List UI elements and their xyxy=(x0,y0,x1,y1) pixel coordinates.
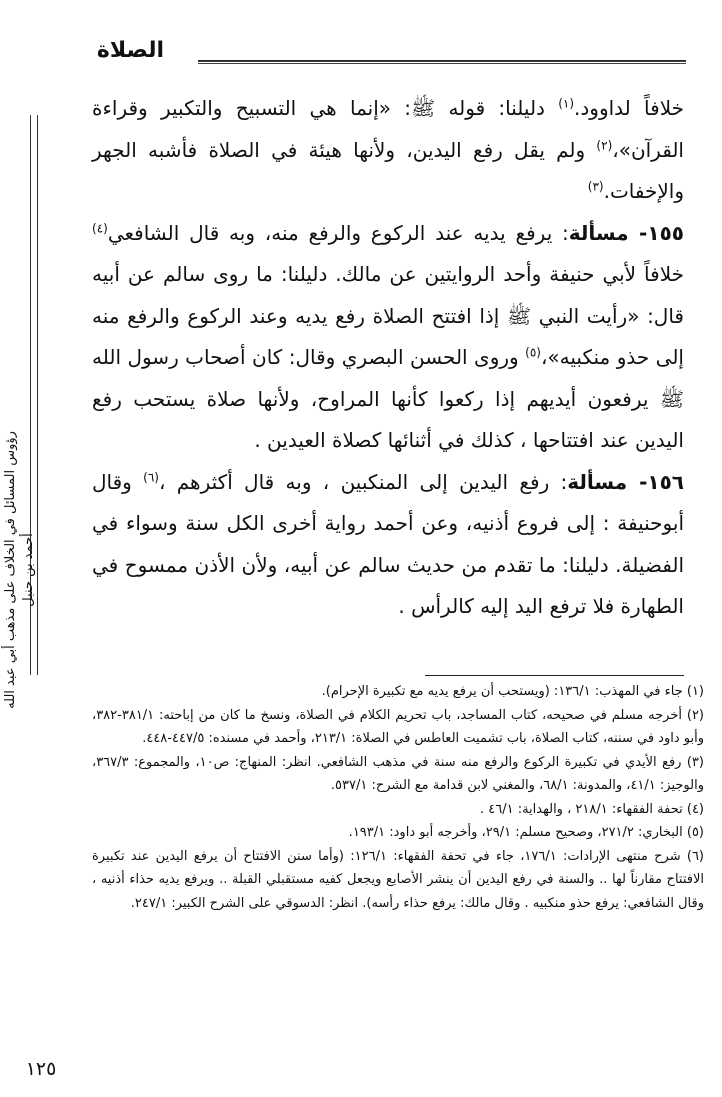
footnote-ref: (١) xyxy=(558,96,575,111)
issue-heading: ١٥٦- مسألة xyxy=(567,469,685,494)
header-rule xyxy=(198,60,686,64)
text-run: دليلنا: قوله ﷺ: «إنما هي التسبيح والتكبير وقراءة القرآن»، xyxy=(92,96,684,162)
paragraph xyxy=(92,213,684,462)
side-running-title xyxy=(2,425,62,715)
footnote: (١) جاء في المهذب: ١٣٦/١: (ويستحب أن يرفع يديه مع تكبيرة الإحرام). xyxy=(321,684,704,699)
text-run: : رفع اليدين إلى المنكبين ، وبه قال أكثرهم ، xyxy=(158,469,568,494)
footnote-ref: (٥) xyxy=(525,345,541,360)
page-header-title: الصلاة xyxy=(96,38,164,63)
page-number: ١٢٥ xyxy=(25,1058,57,1080)
footnotes xyxy=(92,680,704,915)
side-running-text: رؤوس المسائل في الخلاف على مذهب أبي عبد الله أحمد بن حنبل xyxy=(3,431,36,709)
text-run: وقال أبوحنيفة : إلى فروع أذنيه، وعن أحمد رواية أخرى الكل سنة وسواء في الفضيلة. دليلنا: ما تقدم من حديث سالم عن أبيه، ولأن الأذن ممسوح في الطهارة فلا ترفع اليد إليه كالرأس . xyxy=(92,469,684,618)
footnote-rule xyxy=(425,675,684,676)
footnote-ref: (٦) xyxy=(143,469,159,484)
paragraph xyxy=(92,88,684,213)
footnote: (٤) تحفة الفقهاء: ٢١٨/١ ، والهداية: ٤٦/١ . xyxy=(479,801,704,817)
text-run: : يرفع يديه عند الركوع والرفع منه، وبه قال الشافعي xyxy=(107,220,569,245)
main-text xyxy=(92,88,684,628)
footnote-ref: (٣) xyxy=(587,179,604,194)
text-run: خلافاً لأبي حنيفة وأحد الروايتين عن مالك. دليلنا: ما روى سالم عن أبيه قال: «رأيت النبي ﷺ إذا افتتح الصلاة رفع يديه وعند الركوع والرفع منه إلى حذو منكبيه»، xyxy=(92,262,684,369)
paragraph xyxy=(92,462,684,628)
footnote: (٦) شرح منتهى الإرادات: ١٧٦/١، جاء في تحفة الفقهاء: ١٢٦/١: (وأما سنن الافتتاح أن يرفع اليدين عند تكبيرة الافتتاح مقارناً لها .. والسنة في رفع اليدين أن ينشر الأصابع ويجعل كفيه مستقبلي القبلة .. ويرفع يديه حذاء أذنيه ، وقال الشافعي: يرفع حذو منكبيه . وقال مالك: يرفع حذاء رأسه). انظر: الدسوقي على الشرح الكبير: ٢٤٧/١. xyxy=(92,848,704,911)
text-run: خلافاً لداوود. xyxy=(574,96,684,120)
footnote: (٢) أخرجه مسلم في صحيحه، كتاب المساجد، باب تحريم الكلام في الصلاة، ونسخ ما كان من إباحته: ٣٨١/١-٣٨٢، وأبو داود في سننه، كتاب الصلاة، باب تشميت العاطس في الصلاة: ٢١٣/١، وأحمد في مسنده: ٤٤٧/٥-٤٤٨. xyxy=(92,707,704,746)
text-run: وروى الحسن البصري وقال: كان أصحاب رسول الله ﷺ يرفعون أيديهم إذا ركعوا كأنها المراوح، ولأنها صلاة يستحب رفع اليدين عند افتتاحها ، كذلك في أثنائها كصلاة العيدين . xyxy=(92,345,684,452)
footnote-ref: (٢) xyxy=(596,137,613,152)
text-run: ولم يقل رفع اليدين، ولأنها هيئة في الصلاة فأشبه الجهر والإخفات. xyxy=(92,137,684,203)
issue-heading: ١٥٥- مسألة xyxy=(568,220,684,245)
footnote-ref: (٤) xyxy=(92,220,108,235)
footnote: (٥) البخاري: ٢٧١/٢، وصحيح مسلم: ٢٩/١، وأخرجه أبو داود: ١٩٣/١. xyxy=(348,825,704,840)
footnote: (٣) رفع الأيدي في تكبيرة الركوع والرفع منه سنة في مذهب الشافعي. انظر: المنهاج: ص١٠، والمجموع: ٣٦٧/٣، والوجيز: ٤١/١، والمدونة: ٦٨/١، والمغني لابن قدامة مع الشرح: ٥٣٧/١. xyxy=(92,754,704,793)
